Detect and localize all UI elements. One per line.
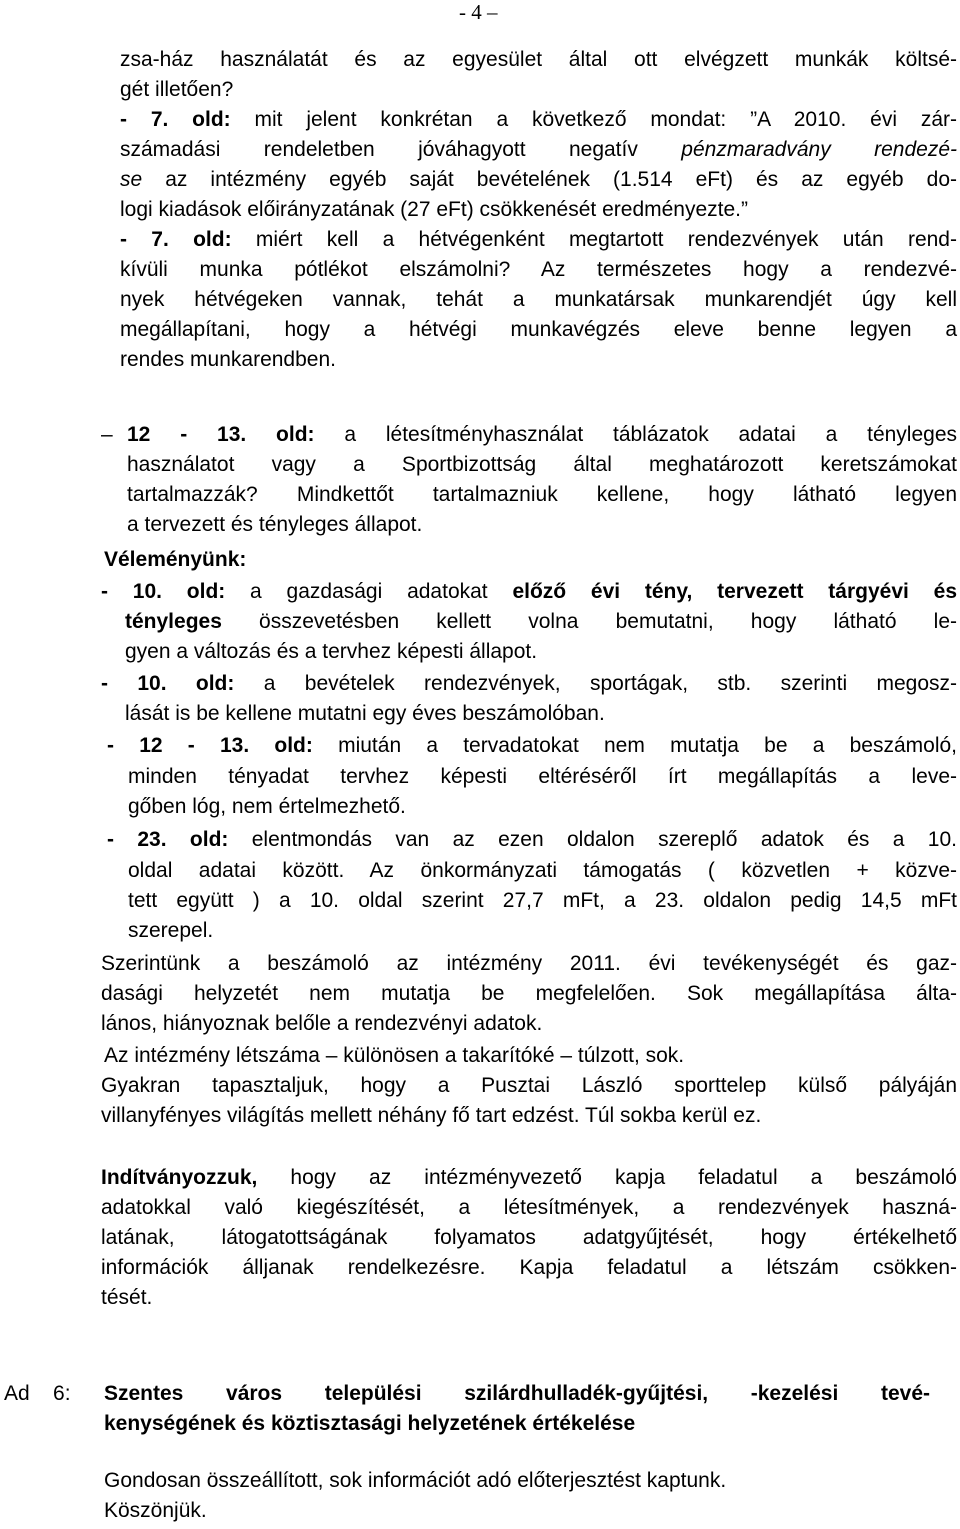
page-ref: - 7. old: (120, 108, 231, 131)
text-line: minden tényadat tervhez képesti eltéréséről írt megállapítás a leve- (128, 765, 957, 788)
text-line: használatot vagy a Sportbizottság által meghatározott keretszámokat (127, 453, 957, 476)
text-line: tett együtt ) a 10. oldal szerint 27,7 mFt, a 23. oldalon pedig 14,5 mFt (128, 889, 957, 912)
summary-paragraph (101, 1071, 957, 1131)
text-line: megállapítani, hogy a hétvégi munkavégzés eleve benne legyen a (120, 318, 957, 341)
page-ref: - 7. old: (120, 228, 232, 251)
question-block (127, 420, 957, 540)
text-line: tényleges összevetésben kellett volna bemutatni, hogy látható le- (125, 610, 957, 633)
page-ref: - 23. old: (107, 828, 229, 851)
opinion-heading: Véleményünk: (104, 548, 247, 571)
summary-paragraph (101, 949, 957, 1039)
text-line: dasági helyzetét nem mutatja be megfelelően. Sok megállapítása álta- (101, 982, 957, 1005)
text-line: villanyfényes világítás mellett néhány fő tart edzést. Túl sokba kerül ez. (101, 1104, 762, 1127)
text-line: zsa-ház használatát és az egyesület által ott elvégzett munkák költsé- (120, 48, 957, 71)
agenda-item-label: Ad 6: (4, 1382, 71, 1405)
text-line: kívüli munka pótlékot elszámolni? Az természetes hogy a rendezvé- (120, 258, 957, 281)
summary-paragraph (104, 1041, 684, 1071)
text-line: gőben lóg, nem értelmezhető. (128, 795, 406, 818)
text-line: Gondosan összeállított, sok információt adó előterjesztést kaptunk. (104, 1469, 727, 1492)
text-line: tartalmazzák? Mindkettőt tartalmazniuk kellene, hogy látható legyen (127, 483, 957, 506)
page-ref: 12 - 13. old: (127, 423, 315, 446)
text-line: logi kiadások előirányzatának (27 eFt) csökkenését eredményezte.” (120, 198, 748, 221)
italic-phrase: se (120, 168, 143, 191)
text-line: latának, látogatottságának folyamatos adatgyűjtését, hogy értékelhető (101, 1226, 957, 1249)
text-line: gyen a változás és a tervhez képesti állapot. (125, 640, 538, 663)
opinion-item (107, 825, 957, 855)
page-ref: - 10. old: (101, 580, 226, 603)
opinion-item (107, 731, 957, 761)
text-line: lános, hiányoznak belőle a rendezvényi adatok. (101, 1012, 543, 1035)
text-line: tését. (101, 1286, 153, 1309)
text-line: Köszönjük. (104, 1499, 207, 1522)
text-line: - 12 - 13. old: miután a tervadatokat nem mutatja be a beszámoló, (107, 734, 957, 757)
motion-paragraph (101, 1163, 957, 1313)
text-line: számadási rendeletben jóváhagyott negatív pénzmaradvány rendezé- (120, 138, 958, 161)
text-line: gét illetően? (120, 78, 234, 101)
text-line: Indítványozzuk, hogy az intézményvezető kapja feladatul a beszámoló (101, 1166, 957, 1189)
text-line: adatokkal való kiegészítését, a létesítmények, a rendezvények haszná- (101, 1196, 957, 1219)
agenda-item-text (104, 1466, 726, 1526)
text-line: a tervezett és tényleges állapot. (127, 513, 423, 536)
opinion-item-cont (125, 607, 957, 667)
text-line: - 23. old: elentmondás van az ezen oldalon szereplő adatok és a 10. (107, 828, 957, 851)
text-line: - 10. old: a bevételek rendezvények, sportágak, stb. szerinti megosz- (101, 672, 957, 695)
page-ref: - 12 - 13. old: (107, 734, 313, 757)
text-line: szerepel. (128, 919, 214, 942)
text-line: - 10. old: a gazdasági adatokat előző évi tény, tervezett tárgyévi és (101, 580, 957, 603)
list-dash: – (101, 423, 113, 446)
motion-lead: Indítványozzuk, (101, 1166, 258, 1189)
page-ref: - 10. old: (101, 672, 235, 695)
text-line: - 7. old: miért kell a hétvégenként megtartott rendezvények után rend- (120, 228, 957, 251)
opinion-item (101, 577, 957, 607)
bold-phrase: előző évi tény, tervezett tárgyévi és (512, 580, 957, 603)
text-line: Szentes város települési szilárdhulladék-gyűjtési, -kezelési tevé- (104, 1382, 930, 1405)
opinion-item (101, 669, 957, 699)
agenda-item-title (104, 1379, 930, 1439)
text-line: nyek hétvégeken vannak, tehát a munkatársak munkarendjét úgy kell (120, 288, 957, 311)
text-line: 12 - 13. old: a létesítményhasználat táblázatok adatai a tényleges (127, 423, 958, 446)
italic-phrase: pénzmaradvány rendezé- (681, 138, 958, 161)
text-line: Gyakran tapasztaljuk, hogy a Pusztai László sporttelep külső pályáján (101, 1074, 957, 1097)
opinion-item-cont (128, 856, 957, 946)
text-line: Szerintünk a beszámoló az intézmény 2011. évi tevékenységét és gaz- (101, 952, 957, 975)
text-line: se az intézmény egyéb saját bevételének (1.514 eFt) és az egyéb do- (120, 168, 957, 191)
text-line: rendes munkarendben. (120, 348, 336, 371)
text-line: kenységének és köztisztasági helyzetének értékelése (104, 1412, 636, 1435)
question-block (120, 45, 957, 375)
text-line: Az intézmény létszáma – különösen a takarítóké – túlzott, sok. (104, 1044, 685, 1067)
text-line: lását is be kellene mutatni egy éves beszámolóban. (125, 702, 605, 725)
page-number: - 4 – (459, 0, 498, 24)
text-line: oldal adatai között. Az önkormányzati támogatás ( közvetlen + közve- (128, 859, 957, 882)
bold-phrase: tényleges (125, 610, 222, 633)
text-line: - 7. old: mit jelent konkrétan a következő mondat: ”A 2010. évi zár- (120, 108, 957, 131)
opinion-item-cont (125, 699, 957, 729)
text-line: információk álljanak rendelkezésre. Kapja feladatul a létszám csökken- (101, 1256, 957, 1279)
opinion-item-cont (128, 762, 957, 822)
